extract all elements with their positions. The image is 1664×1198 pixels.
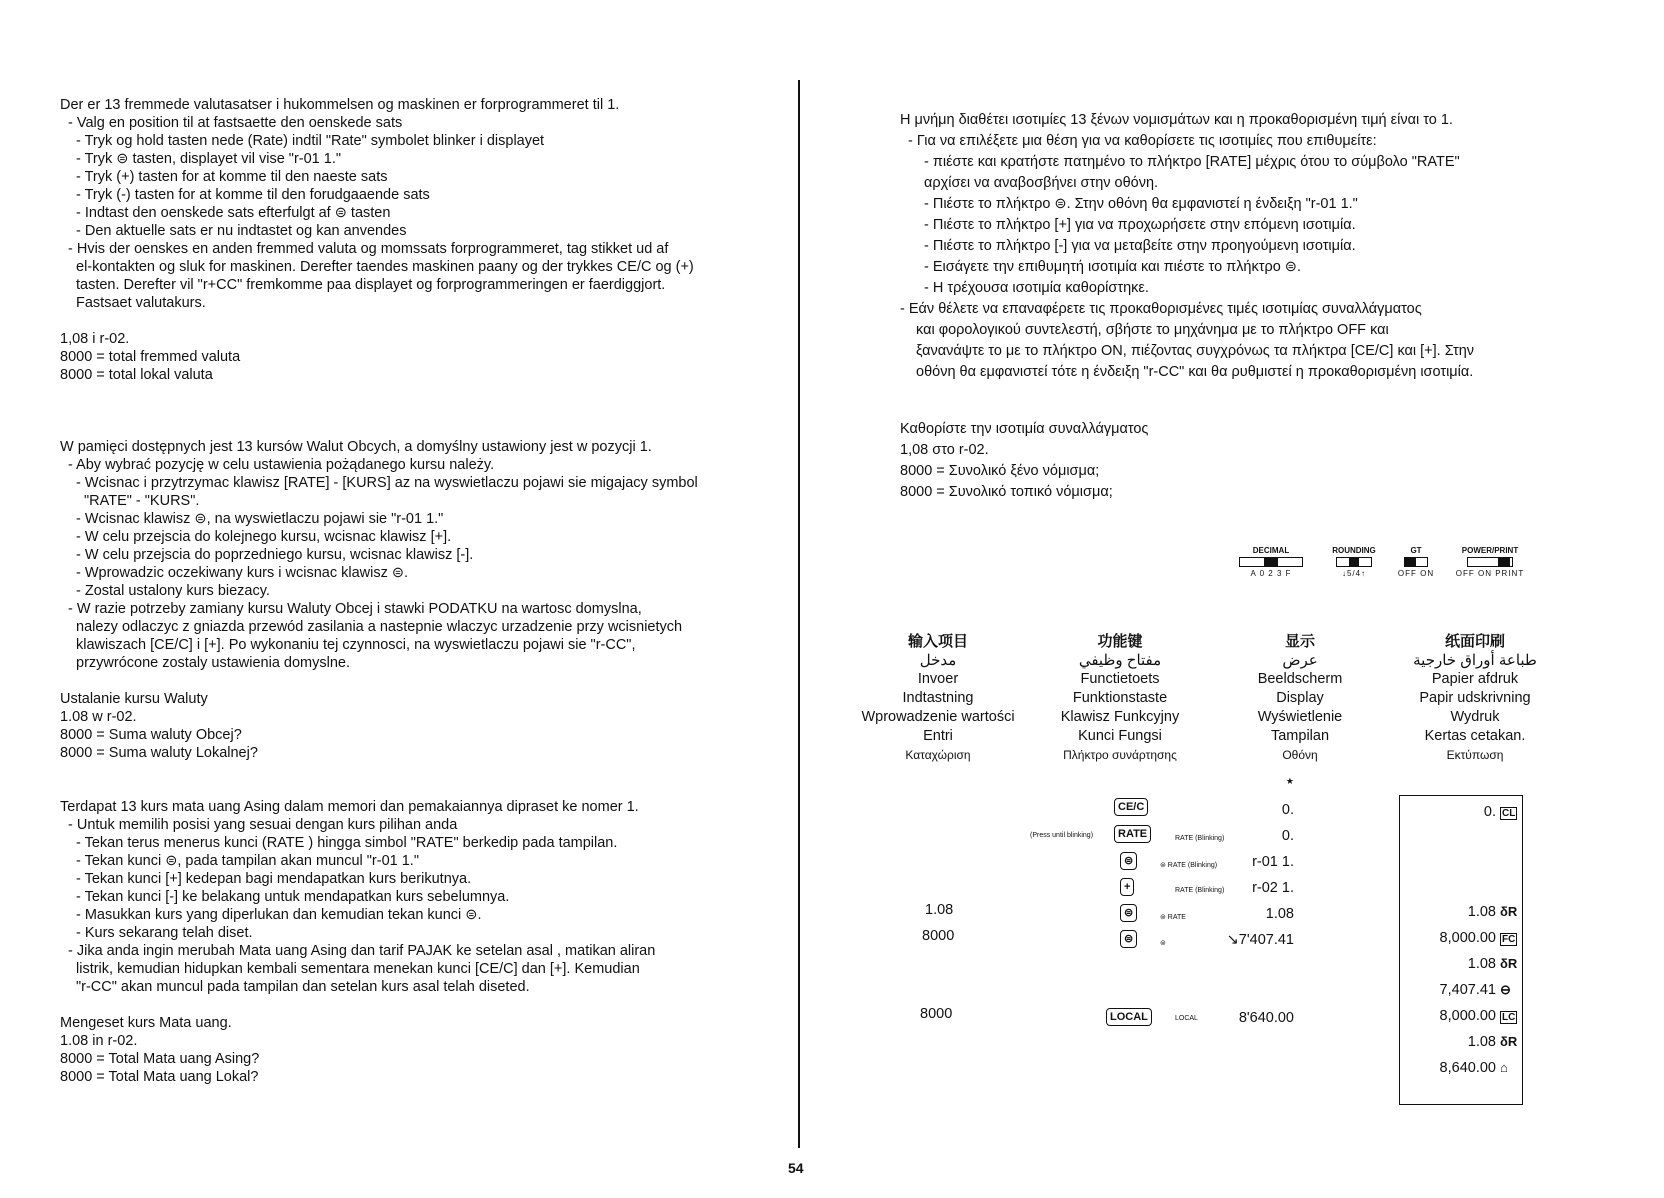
text-line: - Wcisnac klawisz ⊜, na wyswietlaczu pojawi sie "r-01 1." bbox=[76, 511, 444, 527]
text-line: listrik, kemudian hidupkan kembali sementara menekan kunci [CE/C] dan [+]. Kemudian bbox=[76, 961, 640, 977]
rate-key[interactable]: RATE bbox=[1114, 825, 1151, 843]
text-line: W pamięci dostępnych jest 13 kursów Walut Obcych, a domyślny ustawiony jest w pozycji 1. bbox=[60, 439, 652, 455]
example-line: 1,08 στο r-02. bbox=[900, 442, 989, 458]
input-value: 8000 bbox=[922, 928, 955, 944]
text-line: Der er 13 fremmede valutasatser i hukommelsen og maskinen er forprogrammeret til 1. bbox=[60, 97, 620, 113]
example-line: 8000 = Suma waluty Obcej? bbox=[60, 727, 242, 743]
danish-section bbox=[60, 96, 760, 384]
equals-key[interactable]: ⊜ bbox=[1120, 852, 1137, 870]
text-line: - W razie potrzeby zamiany kursu Waluty Obcej i stawki PODATKU na wartosc domyslna, bbox=[68, 601, 642, 617]
text-line: - Tekan kunci ⊜, pada tampilan akan muncul "r-01 1." bbox=[76, 853, 419, 869]
text-line: - Πιέστε το πλήκτρο [-] για να μεταβείτε στην προηγούμενη ισοτιμία. bbox=[924, 238, 1356, 254]
display-value: r-01 1. bbox=[1252, 854, 1294, 870]
example-line: Mengeset kurs Mata uang. bbox=[60, 1015, 232, 1031]
example-line: 1.08 w r-02. bbox=[60, 709, 137, 725]
text-line: - Tekan kunci [-] ke belakang untuk mendapatkan kurs sebelumnya. bbox=[76, 889, 510, 905]
text-line: - Πιέστε το πλήκτρο ⊜. Στην οθόνη θα εμφανιστεί η ένδειξη "r-01 1." bbox=[924, 196, 1358, 212]
text-line: - Hvis der oenskes en anden fremmed valuta og momssats forprogrammeret, tag stikket ud af bbox=[68, 241, 669, 257]
ce-c-key[interactable]: CE/C bbox=[1114, 798, 1148, 816]
rate-blinking-label: RATE (Blinking) bbox=[1175, 887, 1225, 894]
star-mark: ★ bbox=[1285, 776, 1294, 786]
input-value: 1.08 bbox=[925, 902, 954, 918]
local-key[interactable]: LOCAL bbox=[1106, 1008, 1152, 1026]
text-line: - Den aktuelle sats er nu indtastet og kan anvendes bbox=[76, 223, 407, 239]
rate-symbol: δR bbox=[1500, 904, 1518, 919]
text-line: - Zostal ustalony kurs biezacy. bbox=[76, 583, 270, 599]
text-line: - πιέστε και κρατήστε πατημένο το πλήκτρο [RATE] μέχρις ότου το σύμβολο "RATE" bbox=[924, 154, 1460, 170]
example-line: 8000 = Total Mata uang Asing? bbox=[60, 1051, 260, 1067]
text-line: - W celu przejscia do poprzedniego kursu, wcisnac klawisz [-]. bbox=[76, 547, 474, 563]
decimal-switch: DECIMAL A 0 2 3 F bbox=[1236, 546, 1306, 578]
example-line: 8000 = total fremmed valuta bbox=[60, 349, 241, 365]
text-line: - Wcisnac i przytrzymac klawisz [RATE] - [KURS] az na wyswietlaczu pojawi sie migajacy symbol bbox=[76, 475, 698, 491]
tape-value: 8,000.00 bbox=[1439, 1008, 1496, 1024]
total-symbol: ⊖ bbox=[1500, 982, 1511, 997]
text-line: αρχίσει να αναβοσβήνει στην οθόνη. bbox=[924, 175, 1159, 191]
text-line: - Tryk (-) tasten for at komme til den forudgaaende sats bbox=[76, 187, 430, 203]
text-line: "r-CC" akan muncul pada tampilan dan setelan kurs asal telah diseted. bbox=[76, 979, 530, 995]
text-line: - Masukkan kurs yang diperlukan dan kemudian tekan kunci ⊜. bbox=[76, 907, 482, 923]
header-input: 输入项目 مدخل Invoer Indtastning Wprowadzenie wartości Entri Καταχώριση bbox=[861, 633, 1015, 762]
rounding-switch: ROUNDING ↓5/4↑ bbox=[1332, 546, 1376, 578]
text-line: - Η τρέχουσα ισοτιμία καθορίστηκε. bbox=[924, 280, 1149, 296]
text-line: - Tryk (+) tasten for at komme til den naeste sats bbox=[76, 169, 388, 185]
header-display: 显示 عرض Beeldscherm Display Wyświetlenie Tampilan Οθόνη bbox=[1257, 633, 1343, 762]
greek-section bbox=[900, 110, 1540, 503]
indonesian-section bbox=[60, 798, 760, 1086]
display-value: 0. bbox=[1281, 828, 1294, 844]
text-line: - Wprowadzic oczekiwany kurs i wcisnac klawisz ⊜. bbox=[76, 565, 409, 581]
tape-value: 8,000.00 bbox=[1439, 930, 1496, 946]
text-line: - Tryk og hold tasten nede (Rate) indtil "Rate" symbolet blinker i displayet bbox=[76, 133, 545, 149]
tape-value: 8,640.00 bbox=[1439, 1060, 1496, 1076]
display-value: r-02 1. bbox=[1252, 880, 1294, 896]
page-divider bbox=[798, 80, 800, 1148]
rate-blinking-label: ⊜ RATE (Blinking) bbox=[1160, 862, 1218, 869]
gt-switch: GT OFF ON bbox=[1397, 546, 1435, 578]
text-line: - Valg en position til at fastsaette den oenskede sats bbox=[68, 115, 403, 131]
tape-value: 1.08 bbox=[1467, 904, 1496, 920]
rate-label: ⊜ RATE bbox=[1160, 914, 1186, 921]
plus-key[interactable]: + bbox=[1120, 878, 1134, 896]
equals-key[interactable]: ⊜ bbox=[1120, 904, 1137, 922]
cl-symbol: CL bbox=[1502, 808, 1516, 819]
left-page bbox=[60, 96, 760, 1086]
text-line: - Tryk ⊜ tasten, displayet vil vise "r-01 1." bbox=[76, 151, 342, 167]
home-symbol: ⌂ bbox=[1500, 1060, 1508, 1075]
text-line: - Εισάγετε την επιθυμητή ισοτιμία και πιέστε το πλήκτρο ⊜. bbox=[924, 259, 1301, 275]
text-line: "RATE" - "KURS". bbox=[84, 493, 200, 509]
text-line: - Tekan kunci [+] kedepan bagi mendapatkan kurs berikutnya. bbox=[76, 871, 472, 887]
local-label: LOCAL bbox=[1175, 1015, 1198, 1022]
page-number: 54 bbox=[788, 1160, 804, 1176]
header-paper-print: 纸面印刷 طباعة أوراق خارجية Papier afdruk Papir udskrivning Wydruk Kertas cetakan. Εκτύπωση bbox=[1413, 633, 1537, 762]
example-line: 8000 = Total Mata uang Lokal? bbox=[60, 1069, 259, 1085]
polish-section bbox=[60, 438, 760, 762]
power-print-switch: POWER/PRINT OFF ON PRINT bbox=[1455, 546, 1525, 578]
tape-value: 1.08 bbox=[1467, 956, 1496, 972]
text-line: οθόνη θα εμφανιστεί τότε η ένδειξη "r-CC" και θα ρυθμιστεί η προκαθορισμένη ισοτιμία. bbox=[916, 364, 1474, 380]
text-line: - Εάν θέλετε να επαναφέρετε τις προκαθορισμένες τιμές ισοτιμίας συναλλάγματος bbox=[900, 301, 1422, 317]
lc-symbol: LC bbox=[1502, 1012, 1516, 1023]
text-line: - Πιέστε το πλήκτρο [+] για να προχωρήσετε στην επόμενη ισοτιμία. bbox=[924, 217, 1356, 233]
press-note: (Press until blinking) bbox=[1030, 832, 1094, 839]
text-line: Η μνήμη διαθέτει ισοτιμίες 13 ξένων νομισμάτων και η προκαθορισμένη τιμή είναι το 1. bbox=[900, 112, 1453, 128]
fc-symbol: FC bbox=[1502, 934, 1516, 945]
example-line: 8000 = Συνολικό τοπικό νόμισμα; bbox=[900, 484, 1113, 500]
tape-value: 1.08 bbox=[1467, 1034, 1496, 1050]
text-line: - Jika anda ingin merubah Mata uang Asing dan tarif PAJAK ke setelan asal , matikan aliran bbox=[68, 943, 656, 959]
text-line: Terdapat 13 kurs mata uang Asing dalam memori dan pemakaiannya dipraset ke nomer 1. bbox=[60, 799, 639, 815]
input-value: 8000 bbox=[920, 1006, 953, 1022]
text-line: - Tekan terus menerus kunci (RATE ) hingga simbol "RATE" berkedip pada tampilan. bbox=[76, 835, 618, 851]
text-line: - Untuk memilih posisi yang sesuai dengan kurs pilihan anda bbox=[68, 817, 458, 833]
display-value: 1.08 bbox=[1265, 906, 1294, 922]
display-value: 0. bbox=[1281, 802, 1294, 818]
example-line: Ustalanie kursu Waluty bbox=[60, 691, 208, 707]
example-line: 1,08 i r-02. bbox=[60, 331, 130, 347]
text-line: - Για να επιλέξετε μια θέση για να καθορίσετε τις ισοτιμίες που επιθυμείτε: bbox=[908, 133, 1377, 149]
example-line: 1.08 in r-02. bbox=[60, 1033, 138, 1049]
text-line: - Indtast den oenskede sats efterfulgt af ⊜ tasten bbox=[76, 205, 391, 221]
equals-key[interactable]: ⊜ bbox=[1120, 930, 1137, 948]
text-line: και φορολογικού συντελεστή, σβήστε το μηχάνημα με το πλήκτρο OFF και bbox=[916, 322, 1389, 338]
text-line: tasten. Derefter vil "r+CC" fremkomme paa displayet og forprogrammeringen er faerdiggjort. bbox=[76, 277, 666, 293]
paper-tape bbox=[1399, 795, 1523, 1105]
header-function-key: 功能键 مفتاح وظيفي Functietoets Funktionstaste Klawisz Funkcyjny Kunci Fungsi Πλήκτρο συνάρτησης bbox=[1060, 633, 1180, 762]
text-line: - W celu przejscia do kolejnego kursu, wcisnac klawisz [+]. bbox=[76, 529, 452, 545]
text-line: el-kontakten og sluk for maskinen. Derefter taendes maskinen paany og der trykkes CE/C og (+) bbox=[76, 259, 694, 275]
example-line: 8000 = Suma waluty Lokalnej? bbox=[60, 745, 258, 761]
text-line: przywrócone zostaly ustawienia domyslne. bbox=[76, 655, 351, 671]
tape-value: 0. bbox=[1483, 804, 1496, 820]
rate-symbol: δR bbox=[1500, 1034, 1518, 1049]
rate-symbol: δR bbox=[1500, 956, 1518, 971]
tape-value: 7,407.41 bbox=[1439, 982, 1496, 998]
example-line: Καθορίστε την ισοτιμία συναλλάγματος bbox=[900, 421, 1149, 437]
text-line: klawiszach [CE/C] i [+]. Po wykonaniu tej czynnosci, na wyswietlaczu pojawi sie "r-CC", bbox=[76, 637, 636, 653]
text-line: ξανανάψτε το με το πλήκτρο ON, πιέζοντας συγχρόνως τα πλήκτρα [CE/C] και [+]. Στην bbox=[916, 343, 1475, 359]
rate-blinking-label: RATE (Blinking) bbox=[1175, 835, 1225, 842]
example-line: 8000 = Συνολικό ξένο νόμισμα; bbox=[900, 463, 1100, 479]
text-line: - Kurs sekarang telah diset. bbox=[76, 925, 253, 941]
text-line: - Aby wybrać pozycję w celu ustawienia pożądanego kursu należy. bbox=[68, 457, 495, 473]
display-value: ↘7'407.41 bbox=[1226, 932, 1294, 948]
example-line: 8000 = total lokal valuta bbox=[60, 367, 213, 383]
right-page bbox=[900, 110, 1540, 503]
text-line: Fastsaet valutakurs. bbox=[76, 295, 206, 311]
text-line: nalezy odlaczyc z gniazda przewód zasilania a nastepnie wlaczyc urzadzenie przy wcisnietych bbox=[76, 619, 683, 635]
display-value: 8'640.00 bbox=[1238, 1010, 1294, 1026]
equals-label: ⊜ bbox=[1160, 940, 1166, 947]
